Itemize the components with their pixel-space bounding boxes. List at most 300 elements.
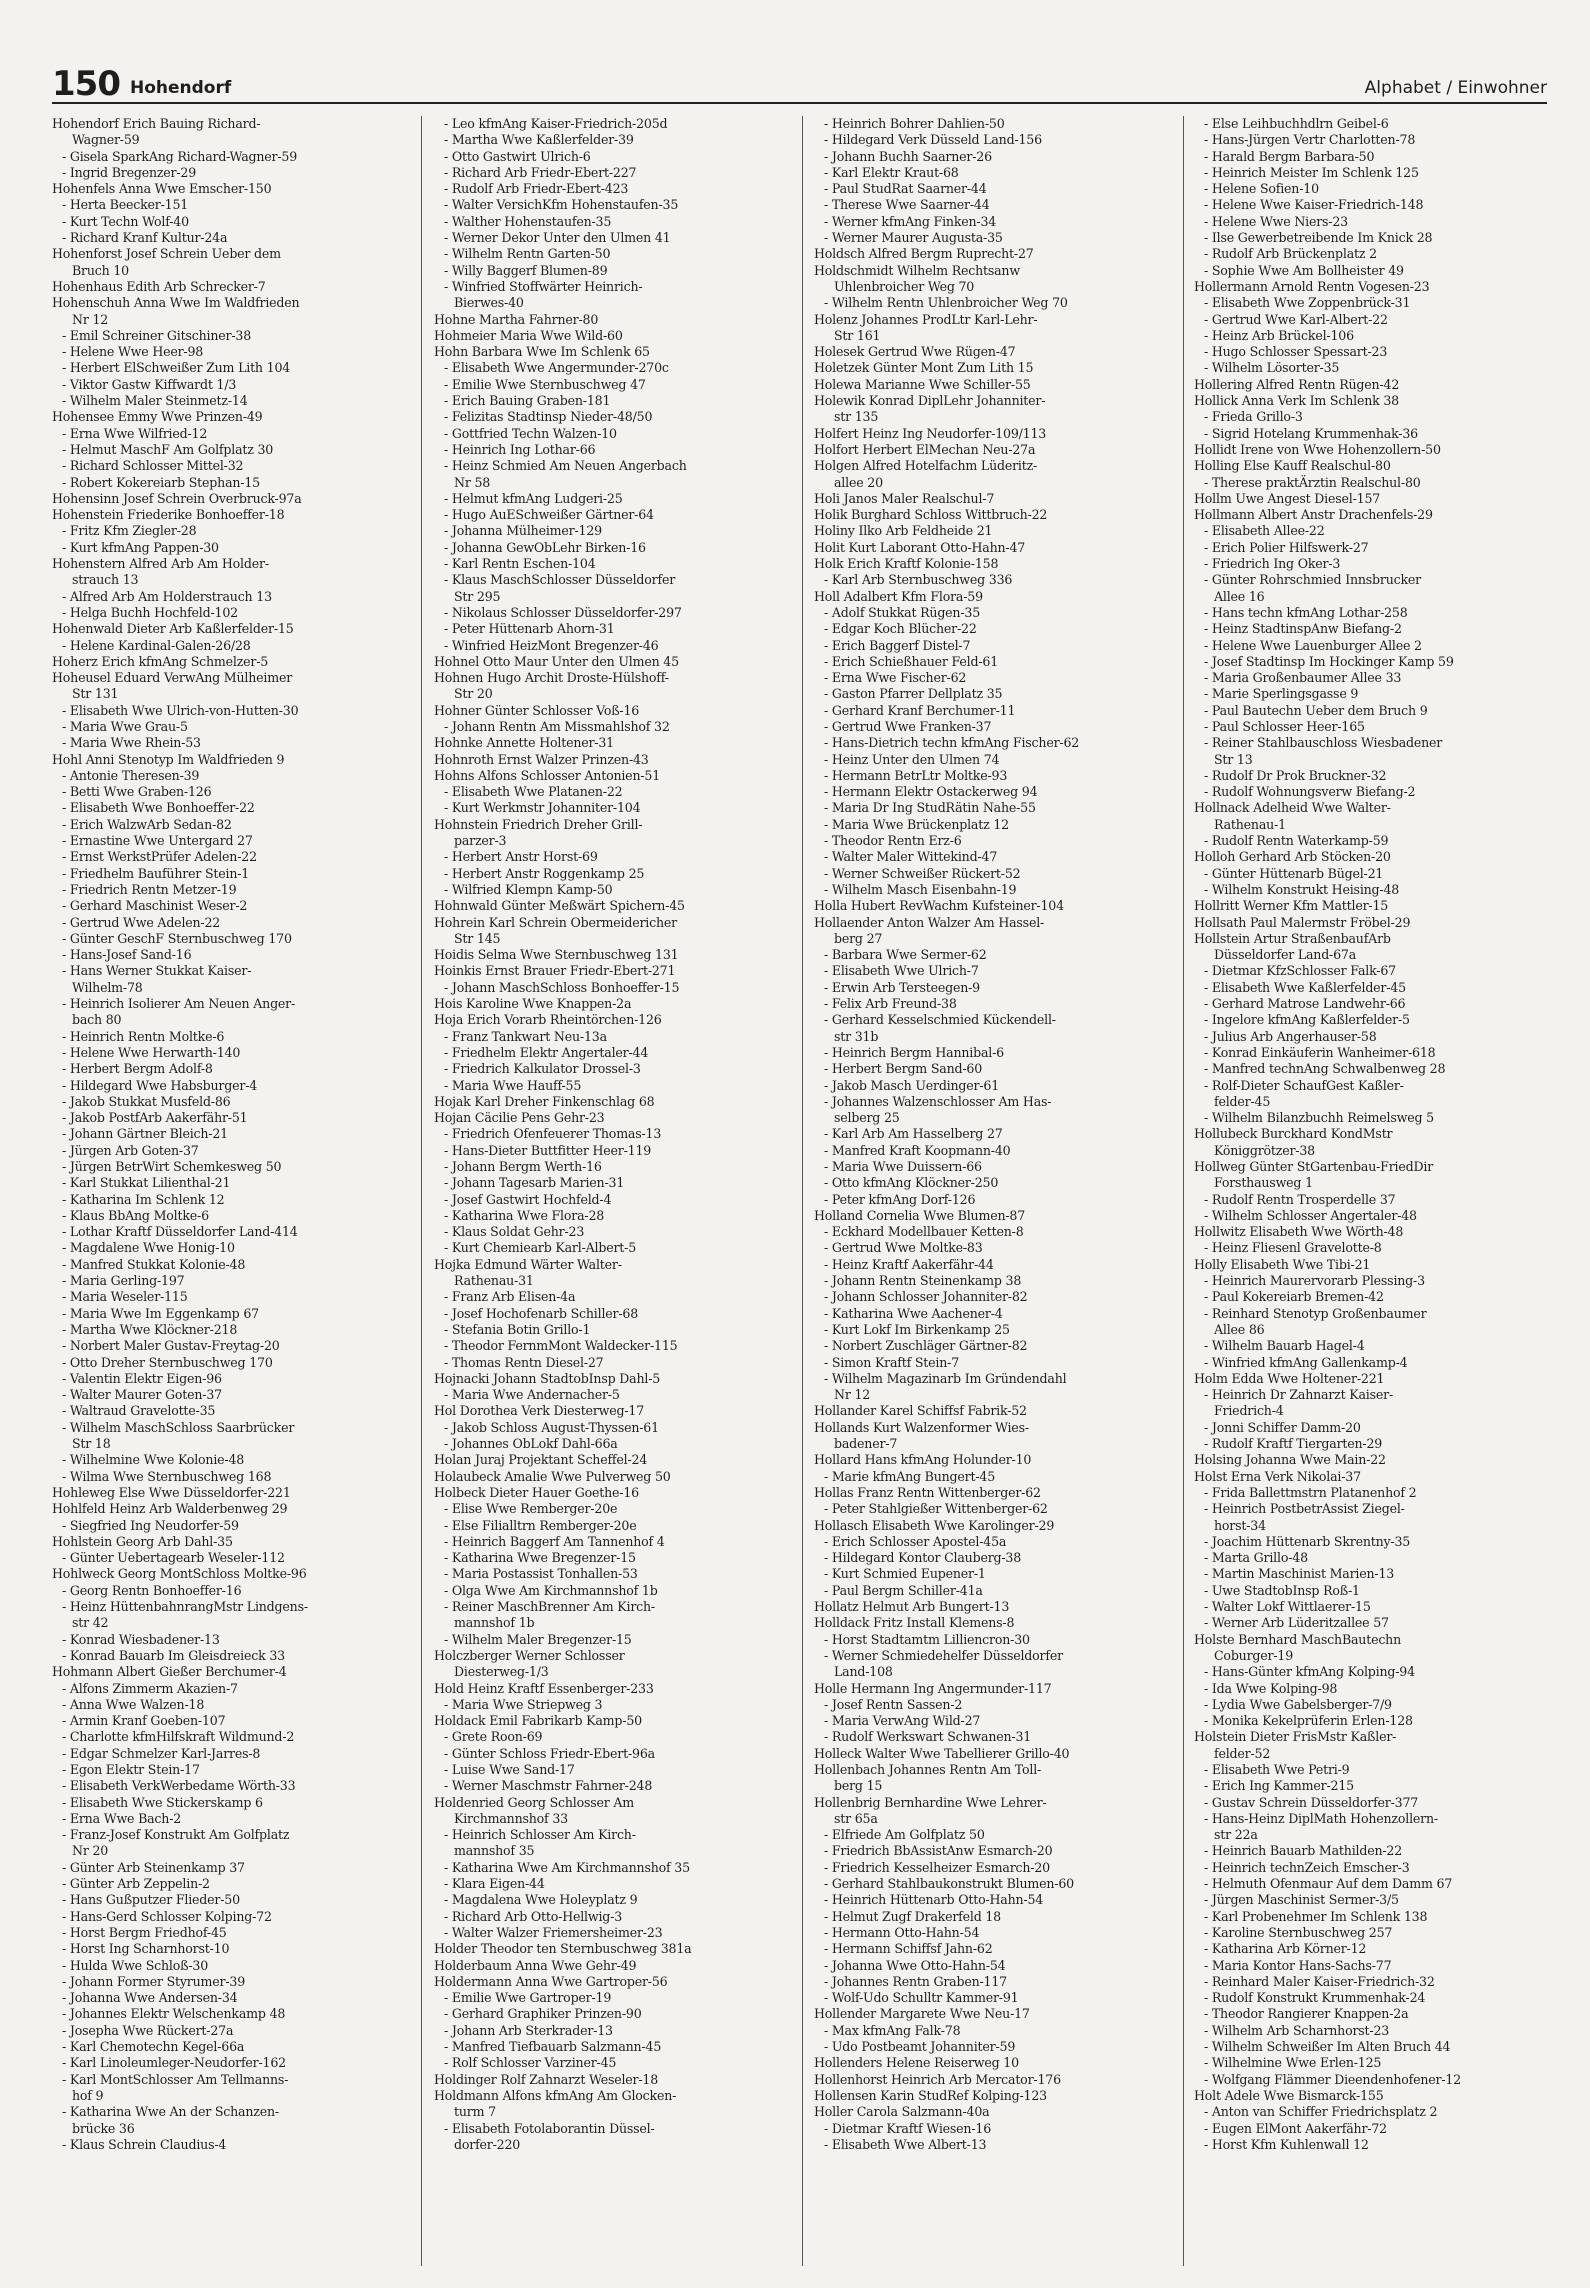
directory-entry-line: Holdermann Anna Wwe Gartroper-56 [434, 1973, 668, 1989]
directory-entry-line: - Elisabeth Wwe Ulrich-7 [824, 963, 979, 979]
directory-entry-line: - Jonni Schiffer Damm-20 [1204, 1419, 1361, 1435]
directory-entry-line: - Paul Kokereiarb Bremen-42 [1204, 1289, 1384, 1305]
directory-entry-line: Hojnacki Johann StadtobInsp Dahl-5 [434, 1370, 661, 1386]
directory-entry-line: Hohnstein Friedrich Dreher Grill- [434, 816, 643, 832]
directory-entry-line: - Magdalene Wwe Honig-10 [62, 1240, 235, 1256]
directory-entry-line: - Richard Kranf Kultur-24a [62, 230, 228, 246]
directory-entry-line: - Rolf Schlosser Varziner-45 [444, 2055, 617, 2071]
directory-entry-line: - Johanna Wwe Andersen-34 [62, 1990, 238, 2006]
directory-entry-line: horst-34 [1214, 1517, 1266, 1533]
directory-entry-line: - Herta Beecker-151 [62, 197, 189, 213]
directory-entry-line: - Leo kfmAng Kaiser-Friedrich-205d [444, 116, 668, 131]
directory-entry-line: Hollmann Albert Anstr Drachenfels-29 [1194, 507, 1433, 523]
directory-entry-line: Hollenbrig Bernhardine Wwe Lehrer- [814, 1794, 1047, 1810]
directory-entry-line: - Maria Wwe Brückenplatz 12 [824, 816, 1009, 832]
section-title: Alphabet / Einwohner [1364, 78, 1547, 98]
directory-entry-line: - Erich Polier Hilfswerk-27 [1204, 539, 1369, 555]
directory-entry-line: - Johannes ObLokf Dahl-66a [444, 1436, 618, 1452]
directory-entry-line: - Johann Former Styrumer-39 [62, 1973, 246, 1989]
directory-entry-line: Holder Theodor ten Sternbuschweg 381a [434, 1941, 692, 1957]
directory-entry-line: Hohleweg Else Wwe Düsseldorfer-221 [52, 1484, 291, 1500]
directory-entry-line: - Friedrich BbAssistAnw Esmarch-20 [824, 1843, 1053, 1859]
directory-entry-line: - Maria Wwe Striepweg 3 [444, 1696, 603, 1712]
directory-entry-line: - Erich Schießhauer Feld-61 [824, 653, 999, 669]
directory-entry-line: - Karl Probenehmer Im Schlenk 138 [1204, 1908, 1428, 1924]
directory-entry-line: Hol Dorothea Verk Diesterweg-17 [434, 1403, 645, 1419]
directory-entry-line: - Paul StudRat Saarner-44 [824, 181, 987, 197]
directory-entry-line: - Wilfried Klempn Kamp-50 [444, 881, 613, 897]
directory-entry-line: - Emil Schreiner Gitschiner-38 [62, 327, 252, 343]
directory-entry-line: - Wilhelm Schweißer Im Alten Bruch 44 [1204, 2039, 1451, 2055]
directory-entry-line: - Jürgen Arb Goten-37 [62, 1142, 199, 1158]
directory-entry-line: - Erna Wwe Wilfried-12 [62, 425, 208, 441]
directory-entry-line: Königgrötzer-38 [1214, 1142, 1315, 1158]
directory-entry-line: - Maria Kontor Hans-Sachs-77 [1204, 1957, 1392, 1973]
directory-entry-line: - Emilie Wwe Gartroper-19 [444, 1990, 612, 2006]
directory-entry-line: - Winfried kfmAng Gallenkamp-4 [1204, 1354, 1408, 1370]
directory-entry-line: - Konrad Bauarb Im Gleisdreieck 33 [62, 1647, 285, 1663]
directory-entry-line: - Maria Wwe Im Eggenkamp 67 [62, 1305, 259, 1321]
directory-entry-line: - Günter Arb Zeppelin-2 [62, 1876, 210, 1892]
directory-entry-line: Str 18 [72, 1436, 111, 1452]
directory-entry-line: Wilhelm-78 [72, 979, 143, 995]
directory-entry-line: - Elfriede Am Golfplatz 50 [824, 1827, 985, 1843]
directory-entry-line: - Jakob Masch Uerdinger-61 [824, 1077, 1000, 1093]
directory-entry-line: - Heinz Unter den Ulmen 74 [824, 751, 1000, 767]
directory-entry-line: - Kurt kfmAng Pappen-30 [62, 539, 219, 555]
directory-entry-line: - Friedrich Ing Oker-3 [1204, 556, 1341, 572]
directory-entry-line: - Wilhelm MaschSchloss Saarbrücker [62, 1419, 295, 1435]
directory-entry-line: - Konrad Einkäuferin Wanheimer-618 [1204, 1044, 1436, 1060]
directory-entry-line: - Johann MaschSchloss Bonhoeffer-15 [444, 979, 680, 995]
directory-entry-line: - Rudolf Arb Friedr-Ebert-423 [444, 181, 629, 197]
directory-entry-line: - Herbert Anstr Roggenkamp 25 [444, 865, 645, 881]
directory-entry-line: - Kurt Chemiearb Karl-Albert-5 [444, 1240, 637, 1256]
directory-entry-line: Holewik Konrad DiplLehr Johanniter- [814, 393, 1046, 409]
directory-entry-line: Holan Juraj Projektant Scheffel-24 [434, 1452, 648, 1468]
directory-entry-line: Holfert Heinz Ing Neudorfer-109/113 [814, 425, 1047, 441]
directory-entry-line: - Felizitas Stadtinsp Nieder-48/50 [444, 409, 653, 425]
directory-entry-line: - Erich Bauing Graben-181 [444, 393, 611, 409]
directory-entry-line: - Else Leihbuchhdlrn Geibel-6 [1204, 116, 1389, 131]
directory-entry-line: Holle Hermann Ing Angermunder-117 [814, 1680, 1052, 1696]
directory-entry-line: Holbeck Dieter Hauer Goethe-16 [434, 1484, 639, 1500]
directory-entry-line: - Helmuth Ofenmaur Auf dem Damm 67 [1204, 1876, 1453, 1892]
directory-entry-line: - Rudolf Rentn Trosperdelle 37 [1204, 1191, 1396, 1207]
directory-entry-line: - Wilhelm Konstrukt Heising-48 [1204, 881, 1400, 897]
directory-entry-line: - Paul Schlosser Heer-165 [1204, 718, 1365, 734]
directory-entry-line: bach 80 [72, 1012, 122, 1028]
directory-entry-line: Hohnwald Günter Meßwärt Spichern-45 [434, 898, 685, 914]
directory-entry-line: - Heinrich Schlosser Am Kirch- [444, 1827, 636, 1843]
directory-entry-line: - Wilhelm Maler Bregenzer-15 [444, 1631, 632, 1647]
directory-entry-line: - Sigrid Hotelang Krummenhak-36 [1204, 425, 1418, 441]
directory-entry-line: - Hans-Günter kfmAng Kolping-94 [1204, 1664, 1415, 1680]
directory-entry-line: Hoja Erich Vorarb Rheintörchen-126 [434, 1012, 662, 1028]
column-divider [1183, 116, 1184, 2266]
directory-entry-line: Hollnack Adelheid Wwe Walter- [1194, 800, 1391, 816]
directory-entry-line: - Edgar Koch Blücher-22 [824, 621, 977, 637]
directory-entry-line: - Johannes Walzenschlosser Am Has- [824, 1093, 1052, 1109]
directory-entry-line: - Johanna GewObLehr Birken-16 [444, 539, 646, 555]
directory-entry-line: - Gaston Pfarrer Dellplatz 35 [824, 686, 1003, 702]
directory-entry-line: - Peter kfmAng Dorf-126 [824, 1191, 976, 1207]
directory-entry-line: - Heinrich technZeich Emscher-3 [1204, 1859, 1410, 1875]
directory-entry-line: Hollasch Elisabeth Wwe Karolinger-29 [814, 1517, 1055, 1533]
directory-entry-line: Forsthausweg 1 [1214, 1175, 1313, 1191]
directory-entry-line: - Erwin Arb Tersteegen-9 [824, 979, 980, 995]
directory-entry-line: - Paul Bergm Schiller-41a [824, 1582, 983, 1598]
directory-entry-line: - Monika Kekelprüferin Erlen-128 [1204, 1713, 1413, 1729]
directory-entry-line: - Anton van Schiffer Friedrichsplatz 2 [1204, 2104, 1438, 2120]
directory-entry-line: Holesek Gertrud Wwe Rügen-47 [814, 344, 1016, 360]
directory-entry-line: - Werner Dekor Unter den Ulmen 41 [444, 230, 671, 246]
directory-entry-line: - Egon Elektr Stein-17 [62, 1761, 200, 1777]
directory-entry-line: - Horst Bergm Friedhof-45 [62, 1924, 227, 1940]
directory-entry-line: Holenz Johannes ProdLtr Karl-Lehr- [814, 311, 1038, 327]
directory-entry-line: - Gisela SparkAng Richard-Wagner-59 [62, 148, 298, 164]
directory-entry-line: Hohmeier Maria Wwe Wild-60 [434, 327, 623, 343]
directory-entry-line: - Wilhelm Masch Eisenbahn-19 [824, 881, 1017, 897]
directory-entry-line: - Heinrich Ing Lothar-66 [444, 441, 596, 457]
directory-entry-line: Holi Janos Maler Realschul-7 [814, 490, 995, 506]
directory-entry-line: - Klaus Soldat Gehr-23 [444, 1224, 585, 1240]
directory-entry-line: - Walther Hohenstaufen-35 [444, 213, 612, 229]
directory-entry-line: - Theodor Rentn Erz-6 [824, 833, 962, 849]
directory-entry-line: - Jakob PostfArb Aakerfähr-51 [62, 1110, 248, 1126]
directory-entry-line: - Georg Rentn Bonhoeffer-16 [62, 1582, 242, 1598]
directory-entry-line: Hohenforst Josef Schrein Ueber dem [52, 246, 281, 262]
directory-entry-line: - Maria Wwe Hauff-55 [444, 1077, 582, 1093]
directory-entry-line: - Wilhelm Arb Scharnhorst-23 [1204, 2022, 1390, 2038]
directory-entry-line: - Luise Wwe Sand-17 [444, 1761, 575, 1777]
directory-entry-line: - Elisabeth Wwe Zoppenbrück-31 [1204, 295, 1411, 311]
directory-entry-line: brücke 36 [72, 2120, 135, 2136]
directory-entry-line: - Helmut kfmAng Ludgeri-25 [444, 490, 623, 506]
directory-entry-line: - Wilhelm Maler Steinmetz-14 [62, 393, 248, 409]
directory-entry-line: Hold Heinz Kraftf Essenberger-233 [434, 1680, 654, 1696]
directory-entry-line: - Karl Rentn Eschen-104 [444, 556, 596, 572]
directory-entry-line: - Harald Bergm Barbara-50 [1204, 148, 1375, 164]
directory-entry-line: Hohrein Karl Schrein Obermeidericher [434, 914, 677, 930]
directory-entry-line: Bierwes-40 [454, 295, 524, 311]
directory-entry-line: str 22a [1214, 1827, 1258, 1843]
directory-entry-line: - Theodor FernmMont Waldecker-115 [444, 1338, 678, 1354]
directory-entry-line: - Helmut MaschF Am Golfplatz 30 [62, 441, 274, 457]
directory-entry-line: - Stefania Botin Grillo-1 [444, 1321, 591, 1337]
directory-entry-line: Hollas Franz Rentn Wittenberger-62 [814, 1484, 1041, 1500]
directory-entry-line: Holgen Alfred Hotelfachm Lüderitz- [814, 458, 1038, 474]
directory-entry-line: Holdenried Georg Schlosser Am [434, 1794, 635, 1810]
directory-entry-line: - Maria Großenbaumer Allee 33 [1204, 670, 1402, 686]
directory-entry-line: - Heinz Fliesenl Gravelotte-8 [1204, 1240, 1382, 1256]
directory-entry-line: Holstein Dieter FrisMstr Kaßler- [1194, 1729, 1397, 1745]
directory-column-1 [52, 116, 407, 2266]
directory-entry-line: Hohnel Otto Maur Unter den Ulmen 45 [434, 653, 679, 669]
directory-entry-line: Holly Elisabeth Wwe Tibi-21 [1194, 1256, 1371, 1272]
directory-entry-line: - Werner Maschmstr Fahrner-248 [444, 1778, 653, 1794]
directory-entry-line: - Hermann Schiffsf Jahn-62 [824, 1941, 993, 1957]
directory-entry-line: Allee 16 [1214, 588, 1265, 604]
directory-entry-line: - Gerhard Kranf Berchumer-11 [824, 702, 1016, 718]
directory-entry-line: - Erich Baggerf Distel-7 [824, 637, 971, 653]
directory-entry-line: - Rudolf Rentn Waterkamp-59 [1204, 833, 1389, 849]
directory-entry-line: - Jürgen BetrWirt Schemkesweg 50 [62, 1159, 282, 1174]
directory-entry-line: - Martha Wwe Klöckner-218 [62, 1321, 238, 1337]
directory-entry-line: - Lothar Kraftf Düsseldorfer Land-414 [62, 1224, 298, 1240]
directory-entry-line: Hohenhaus Edith Arb Schrecker-7 [52, 278, 266, 294]
directory-entry-line: Holler Carola Salzmann-40a [814, 2104, 990, 2120]
directory-entry-line: Holewa Marianne Wwe Schiller-55 [814, 376, 1031, 392]
directory-entry-line: turm 7 [454, 2104, 496, 2120]
directory-entry-line: - Wilhelm Bauarb Hagel-4 [1204, 1338, 1365, 1354]
directory-entry-line: - Ilse Gewerbetreibende Im Knick 28 [1204, 230, 1433, 246]
directory-entry-line: Str 161 [834, 327, 881, 343]
directory-entry-line: Hoinkis Ernst Brauer Friedr-Ebert-271 [434, 963, 676, 979]
directory-entry-line: hof 9 [72, 2087, 104, 2103]
directory-entry-line: Holdschmidt Wilhelm Rechtsanw [814, 262, 1020, 278]
directory-entry-line: - Friedrich Ofenfeuerer Thomas-13 [444, 1126, 662, 1142]
directory-entry-line: Hollering Alfred Rentn Rügen-42 [1194, 376, 1400, 392]
directory-entry-line: Holdsch Alfred Bergm Ruprecht-27 [814, 246, 1034, 262]
directory-entry-line: parzer-3 [454, 833, 507, 849]
directory-entry-line: badener-7 [834, 1436, 898, 1452]
page-number: 150 [52, 64, 120, 104]
directory-entry-line: - Grete Roon-69 [444, 1729, 543, 1745]
directory-entry-line: - Gustav Schrein Düsseldorfer-377 [1204, 1794, 1419, 1810]
directory-entry-line: Coburger-19 [1214, 1647, 1294, 1663]
directory-entry-line: Hollenhorst Heinrich Arb Mercator-176 [814, 2071, 1061, 2087]
directory-entry-line: Hohnroth Ernst Walzer Prinzen-43 [434, 751, 649, 767]
directory-entry-line: - Helene Sofien-10 [1204, 181, 1319, 197]
directory-entry-line: Str 295 [454, 588, 501, 604]
directory-entry-line: - Katharina Wwe Aachener-4 [824, 1305, 1003, 1321]
directory-entry-line: Hohensee Emmy Wwe Prinzen-49 [52, 409, 263, 425]
directory-entry-line: Holsing Johanna Wwe Main-22 [1194, 1452, 1386, 1468]
directory-entry-line: - Maria Wwe Rhein-53 [62, 735, 201, 751]
directory-entry-line: Holleck Walter Wwe Tabellierer Grillo-40 [814, 1745, 1070, 1761]
directory-entry-line: - Fritz Kfm Ziegler-28 [62, 523, 197, 539]
directory-entry-line: Hollands Kurt Walzenformer Wies- [814, 1419, 1029, 1435]
directory-entry-line: Str 13 [1214, 751, 1253, 767]
directory-entry-line: - Katharina Wwe Flora-28 [444, 1207, 605, 1223]
directory-entry-line: - Maria Wwe Andernacher-5 [444, 1387, 620, 1403]
directory-entry-line: - Heinz Kraftf Aakerfähr-44 [824, 1256, 994, 1272]
directory-entry-line: - Hans-Josef Sand-16 [62, 947, 192, 963]
directory-entry-line: - Erna Wwe Bach-2 [62, 1810, 182, 1826]
directory-entry-line: - Katharina Wwe An der Schanzen- [62, 2104, 279, 2120]
directory-entry-line: - Herbert Anstr Horst-69 [444, 849, 598, 865]
directory-entry-line: Holik Burghard Schloss Wittbruch-22 [814, 507, 1048, 523]
directory-entry-line: - Maria Postassist Tonhallen-53 [444, 1566, 638, 1582]
directory-entry-line: felder-52 [1214, 1745, 1271, 1761]
directory-entry-line: - Gertrud Wwe Franken-37 [824, 718, 992, 734]
directory-entry-line: Hollstein Artur StraßenbaufArb [1194, 930, 1391, 946]
directory-entry-line: - Karl Stukkat Lilienthal-21 [62, 1175, 231, 1191]
directory-entry-line: - Elisabeth Wwe Bonhoeffer-22 [62, 800, 255, 816]
directory-entry-line: Nr 20 [72, 1843, 109, 1859]
directory-entry-line: - Heinrich PostbetrAssist Ziegel- [1204, 1501, 1405, 1517]
directory-entry-line: Holk Erich Kraftf Kolonie-158 [814, 556, 999, 572]
column-divider [421, 116, 422, 2266]
directory-entry-line: - Friedrich Kalkulator Drossel-3 [444, 1061, 641, 1077]
directory-entry-line: - Elise Wwe Remberger-20e [444, 1501, 618, 1517]
directory-entry-line: - Johann Tagesarb Marien-31 [444, 1175, 625, 1191]
directory-entry-line: Hohl Anni Stenotyp Im Waldfrieden 9 [52, 751, 285, 767]
directory-entry-line: - Anna Wwe Walzen-18 [62, 1696, 205, 1712]
directory-entry-line: - Armin Kranf Goeben-107 [62, 1713, 226, 1729]
directory-entry-line: - Karl Arb Sternbuschweg 336 [824, 572, 1013, 588]
directory-entry-line: - Hildegard Kontor Clauberg-38 [824, 1550, 1022, 1566]
directory-entry-line: - Magdalena Wwe Holeyplatz 9 [444, 1892, 638, 1908]
directory-entry-line: Rathenau-31 [454, 1273, 534, 1289]
directory-entry-line: mannshof 1b [454, 1615, 535, 1631]
directory-entry-line: - Emilie Wwe Sternbuschweg 47 [444, 376, 646, 392]
directory-entry-line: - Udo Postbeamt Johanniter-59 [824, 2039, 1016, 2055]
directory-entry-line: - Martin Maschinist Marien-13 [1204, 1566, 1395, 1582]
directory-entry-line: Holl Adalbert Kfm Flora-59 [814, 588, 983, 604]
directory-entry-line: - Hans-Dieter Buttfitter Heer-119 [444, 1142, 652, 1158]
directory-entry-line: - Ingrid Bregenzer-29 [62, 164, 197, 180]
directory-entry-line: - Ingelore kfmAng Kaßlerfelder-5 [1204, 1012, 1410, 1028]
directory-entry-line: Hohensinn Josef Schrein Overbruck-97a [52, 490, 302, 506]
directory-entry-line: - Johann Arb Sterkrader-13 [444, 2022, 613, 2038]
directory-entry-line: - Maria Wwe Grau-5 [62, 718, 188, 734]
directory-entry-line: - Norbert Zuschläger Gärtner-82 [824, 1338, 1028, 1354]
directory-entry-line: - Heinrich Bauarb Mathilden-22 [1204, 1843, 1403, 1859]
directory-entry-line: - Marta Grillo-48 [1204, 1550, 1308, 1566]
directory-entry-line: Hollender Margarete Wwe Neu-17 [814, 2006, 1030, 2022]
directory-entry-line: Hollard Hans kfmAng Holunder-10 [814, 1452, 1032, 1468]
directory-entry-line: - Rolf-Dieter SchaufGest Kaßler- [1204, 1077, 1404, 1093]
directory-entry-line: - Wilhelm Lösorter-35 [1204, 360, 1340, 376]
directory-entry-line: - Günter GeschF Sternbuschweg 170 [62, 930, 292, 946]
directory-entry-line: Holdinger Rolf Zahnarzt Weseler-18 [434, 2071, 659, 2087]
directory-entry-line: - Reinhard Stenotyp Großenbaumer [1204, 1305, 1427, 1321]
directory-entry-line: - Winfried Stoffwärter Heinrich- [444, 278, 643, 294]
directory-entry-line: Hohenstein Friederike Bonhoeffer-18 [52, 507, 285, 523]
directory-entry-line: - Lydia Wwe Gabelsberger-7/9 [1204, 1696, 1392, 1712]
directory-entry-line: - Herbert ElSchweißer Zum Lith 104 [62, 360, 291, 376]
directory-entry-line: - Franz-Josef Konstrukt Am Golfplatz [62, 1827, 290, 1843]
directory-entry-line: Wagner-59 [72, 132, 140, 148]
directory-entry-line: - Hulda Wwe Schloß-30 [62, 1957, 209, 1973]
directory-entry-line: Holaubeck Amalie Wwe Pulverweg 50 [434, 1468, 671, 1484]
directory-entry-line: - Otto Gastwirt Ulrich-6 [444, 148, 591, 164]
directory-entry-line: - Elisabeth Fotolaborantin Düssel- [444, 2120, 655, 2136]
directory-entry-line: - Helene Wwe Herwarth-140 [62, 1044, 241, 1060]
directory-entry-line: - Erich WalzwArb Sedan-82 [62, 816, 232, 832]
directory-entry-line: - Helga Buchh Hochfeld-102 [62, 604, 238, 620]
directory-entry-line: mannshof 35 [454, 1843, 535, 1859]
directory-entry-line: - Uwe StadtobInsp Roß-1 [1204, 1582, 1360, 1598]
directory-entry-line: - Josef Hochofenarb Schiller-68 [444, 1305, 639, 1321]
directory-entry-line: Hohlfeld Heinz Arb Walderbenweg 29 [52, 1501, 288, 1517]
directory-entry-line: - Hans Gußputzer Flieder-50 [62, 1892, 240, 1908]
directory-entry-line: - Hans-Dietrich techn kfmAng Fischer-62 [824, 735, 1080, 751]
directory-entry-line: Hohenschuh Anna Wwe Im Waldfrieden [52, 295, 300, 311]
directory-entry-line: - Rudolf Dr Prok Bruckner-32 [1204, 767, 1387, 783]
directory-entry-line: - Viktor Gastw Kiffwardt 1/3 [62, 376, 237, 392]
directory-entry-line: - Maria Dr Ing StudRätin Nahe-55 [824, 800, 1036, 816]
directory-entry-line: - Heinrich Hüttenarb Otto-Hahn-54 [824, 1892, 1044, 1908]
directory-entry-line: strauch 13 [72, 572, 139, 588]
directory-entry-line: - Heinrich Rentn Moltke-6 [62, 1028, 225, 1044]
directory-entry-line: - Reinhard Maler Kaiser-Friedrich-32 [1204, 1973, 1435, 1989]
directory-entry-line: Nr 12 [72, 311, 109, 327]
directory-entry-line: Hollubeck Burckhard KondMstr [1194, 1126, 1393, 1142]
directory-entry-line: - Wilhelm Rentn Garten-50 [444, 246, 611, 262]
directory-entry-line: - Elisabeth Wwe Kaßlerfelder-45 [1204, 979, 1406, 995]
column-divider [802, 116, 803, 2266]
directory-entry-line: - Rudolf Wohnungsverw Biefang-2 [1204, 784, 1416, 800]
directory-entry-line: Hohnen Hugo Archit Droste-Hülshoff- [434, 670, 669, 686]
directory-entry-line: str 65a [834, 1810, 878, 1826]
directory-entry-line: - Günter Arb Steinenkamp 37 [62, 1859, 245, 1875]
directory-entry-line: Str 131 [72, 686, 119, 702]
directory-entry-line: - Edgar Schmelzer Karl-Jarres-8 [62, 1745, 261, 1761]
directory-entry-line: dorfer-220 [454, 2136, 521, 2152]
directory-entry-line: - Manfred technAng Schwalbenweg 28 [1204, 1061, 1446, 1077]
directory-entry-line: - Elisabeth Wwe Albert-13 [824, 2136, 987, 2152]
directory-entry-line: - Helene Wwe Niers-23 [1204, 213, 1348, 229]
directory-entry-line: - Karl Arb Am Hasselberg 27 [824, 1126, 1003, 1142]
directory-entry-line: - Ernst WerkstPrüfer Adelen-22 [62, 849, 257, 865]
directory-entry-line: - Hermann Otto-Hahn-54 [824, 1924, 980, 1940]
directory-entry-line: Nr 58 [454, 474, 491, 490]
directory-entry-line: - Erich Ing Kammer-215 [1204, 1778, 1354, 1794]
directory-entry-line: - Josef Gastwirt Hochfeld-4 [444, 1191, 612, 1207]
directory-entry-line: Holling Else Kauff Realschul-80 [1194, 458, 1391, 474]
directory-entry-line: - Eugen ElMont Aakerfähr-72 [1204, 2120, 1387, 2136]
directory-entry-line: - Johann Schlosser Johanniter-82 [824, 1289, 1028, 1305]
directory-entry-line: - Werner Schweißer Rückert-52 [824, 865, 1021, 881]
directory-entry-line: - Klara Eigen-44 [444, 1876, 545, 1892]
directory-entry-line: - Helene Wwe Kaiser-Friedrich-148 [1204, 197, 1424, 213]
directory-entry-line: - Konrad Wiesbadener-13 [62, 1631, 220, 1647]
directory-entry-line: - Erich Schlosser Apostel-45a [824, 1533, 1007, 1549]
directory-entry-line: - Gertrud Wwe Moltke-83 [824, 1240, 983, 1256]
directory-entry-line: Hojka Edmund Wärter Walter- [434, 1256, 622, 1272]
directory-entry-line: - Gertrud Wwe Adelen-22 [62, 914, 221, 930]
directory-entry-line: - Karl Chemotechn Kegel-66a [62, 2039, 245, 2055]
directory-column-3 [814, 116, 1169, 2266]
directory-entry-line: - Franz Arb Elisen-4a [444, 1289, 576, 1305]
directory-entry-line: - Elisabeth Wwe Petri-9 [1204, 1761, 1350, 1777]
directory-entry-line: - Friedhelm Elektr Angertaler-44 [444, 1044, 649, 1060]
directory-entry-line: str 42 [72, 1615, 109, 1631]
directory-entry-line: - Robert Kokereiarb Stephan-15 [62, 474, 260, 490]
directory-entry-line: - Werner Schmiedehelfer Düsseldorfer [824, 1647, 1063, 1663]
directory-entry-line: - Hans-Heinz DiplMath Hohenzollern- [1204, 1810, 1438, 1826]
directory-entry-line: Holiny Ilko Arb Feldheide 21 [814, 523, 993, 539]
directory-entry-line: - Richard Schlosser Mittel-32 [62, 458, 244, 474]
directory-entry-line: Hollidt Irene von Wwe Hohenzollern-50 [1194, 441, 1441, 457]
directory-entry-line: - Heinrich Meister Im Schlenk 125 [1204, 164, 1419, 180]
directory-entry-line: Str 20 [454, 686, 493, 702]
directory-entry-line: - Heinrich Bergm Hannibal-6 [824, 1044, 1004, 1060]
directory-entry-line: - Johann Rentn Steinenkamp 38 [824, 1273, 1022, 1289]
directory-entry-line: Kirchmannshof 33 [454, 1810, 568, 1826]
directory-entry-line: - Klaus BbAng Moltke-6 [62, 1207, 209, 1223]
directory-entry-line: Hollander Karel Schiffsf Fabrik-52 [814, 1403, 1027, 1419]
directory-entry-line: Holldack Fritz Install Klemens-8 [814, 1615, 1015, 1631]
directory-entry-line: - Elisabeth Allee-22 [1204, 523, 1325, 539]
directory-entry-line: - Hermann BetrLtr Moltke-93 [824, 767, 1008, 783]
directory-entry-line: - Gerhard Matrose Landwehr-66 [1204, 996, 1406, 1012]
directory-entry-line: Hollick Anna Verk Im Schlenk 38 [1194, 393, 1399, 409]
directory-entry-line: Hois Karoline Wwe Knappen-2a [434, 996, 632, 1012]
